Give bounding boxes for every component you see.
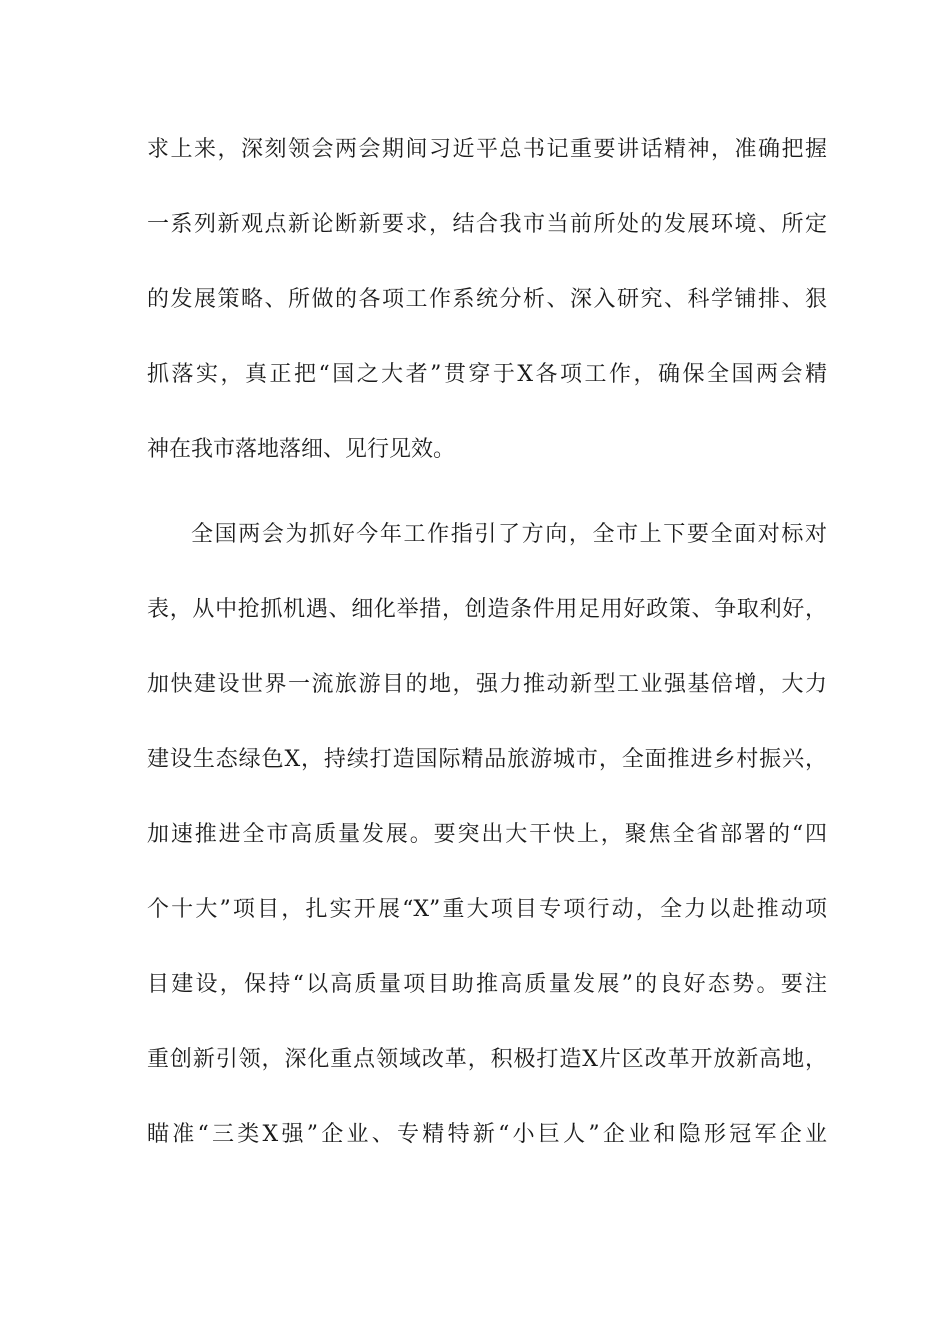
- paragraph-2-line-8: 重创新引领，深化重点领域改革，积极打造X片区改革开放新高地，: [147, 1047, 827, 1072]
- paragraph-1-line-4: 抓落实，真正把“国之大者”贯穿于X各项工作，确保全国两会精: [147, 362, 827, 387]
- paragraph-2-line-9: 瞄准“三类X强”企业、专精特新“小巨人”企业和隐形冠军企业: [147, 1122, 827, 1147]
- paragraph-1-line-5: 神在我市落地落细、见行见效。: [147, 437, 456, 462]
- paragraph-2-line-2: 表，从中抢抓机遇、细化举措，创造条件用足用好政策、争取利好，: [147, 597, 827, 622]
- paragraph-2-line-5: 加速推进全市高质量发展。要突出大干快上，聚焦全省部署的“四: [147, 822, 827, 847]
- paragraph-2-line-4: 建设生态绿色X，持续打造国际精品旅游城市，全面推进乡村振兴，: [147, 747, 827, 772]
- paragraph-2-line-3: 加快建设世界一流旅游目的地，强力推动新型工业强基倍增，大力: [147, 672, 827, 697]
- paragraph-1-line-3: 的发展策略、所做的各项工作系统分析、深入研究、科学铺排、狠: [147, 287, 827, 312]
- paragraph-2-line-7: 目建设，保持“以高质量项目助推高质量发展”的良好态势。要注: [147, 972, 827, 997]
- paragraph-2-line-1: 全国两会为抓好今年工作指引了方向，全市上下要全面对标对: [191, 522, 827, 547]
- paragraph-1-line-2: 一系列新观点新论断新要求，结合我市当前所处的发展环境、所定: [147, 212, 827, 237]
- paragraph-1-line-1: 求上来，深刻领会两会期间习近平总书记重要讲话精神，准确把握: [147, 137, 827, 162]
- paragraph-2-line-6: 个十大”项目，扎实开展“X”重大项目专项行动，全力以赴推动项: [147, 897, 827, 922]
